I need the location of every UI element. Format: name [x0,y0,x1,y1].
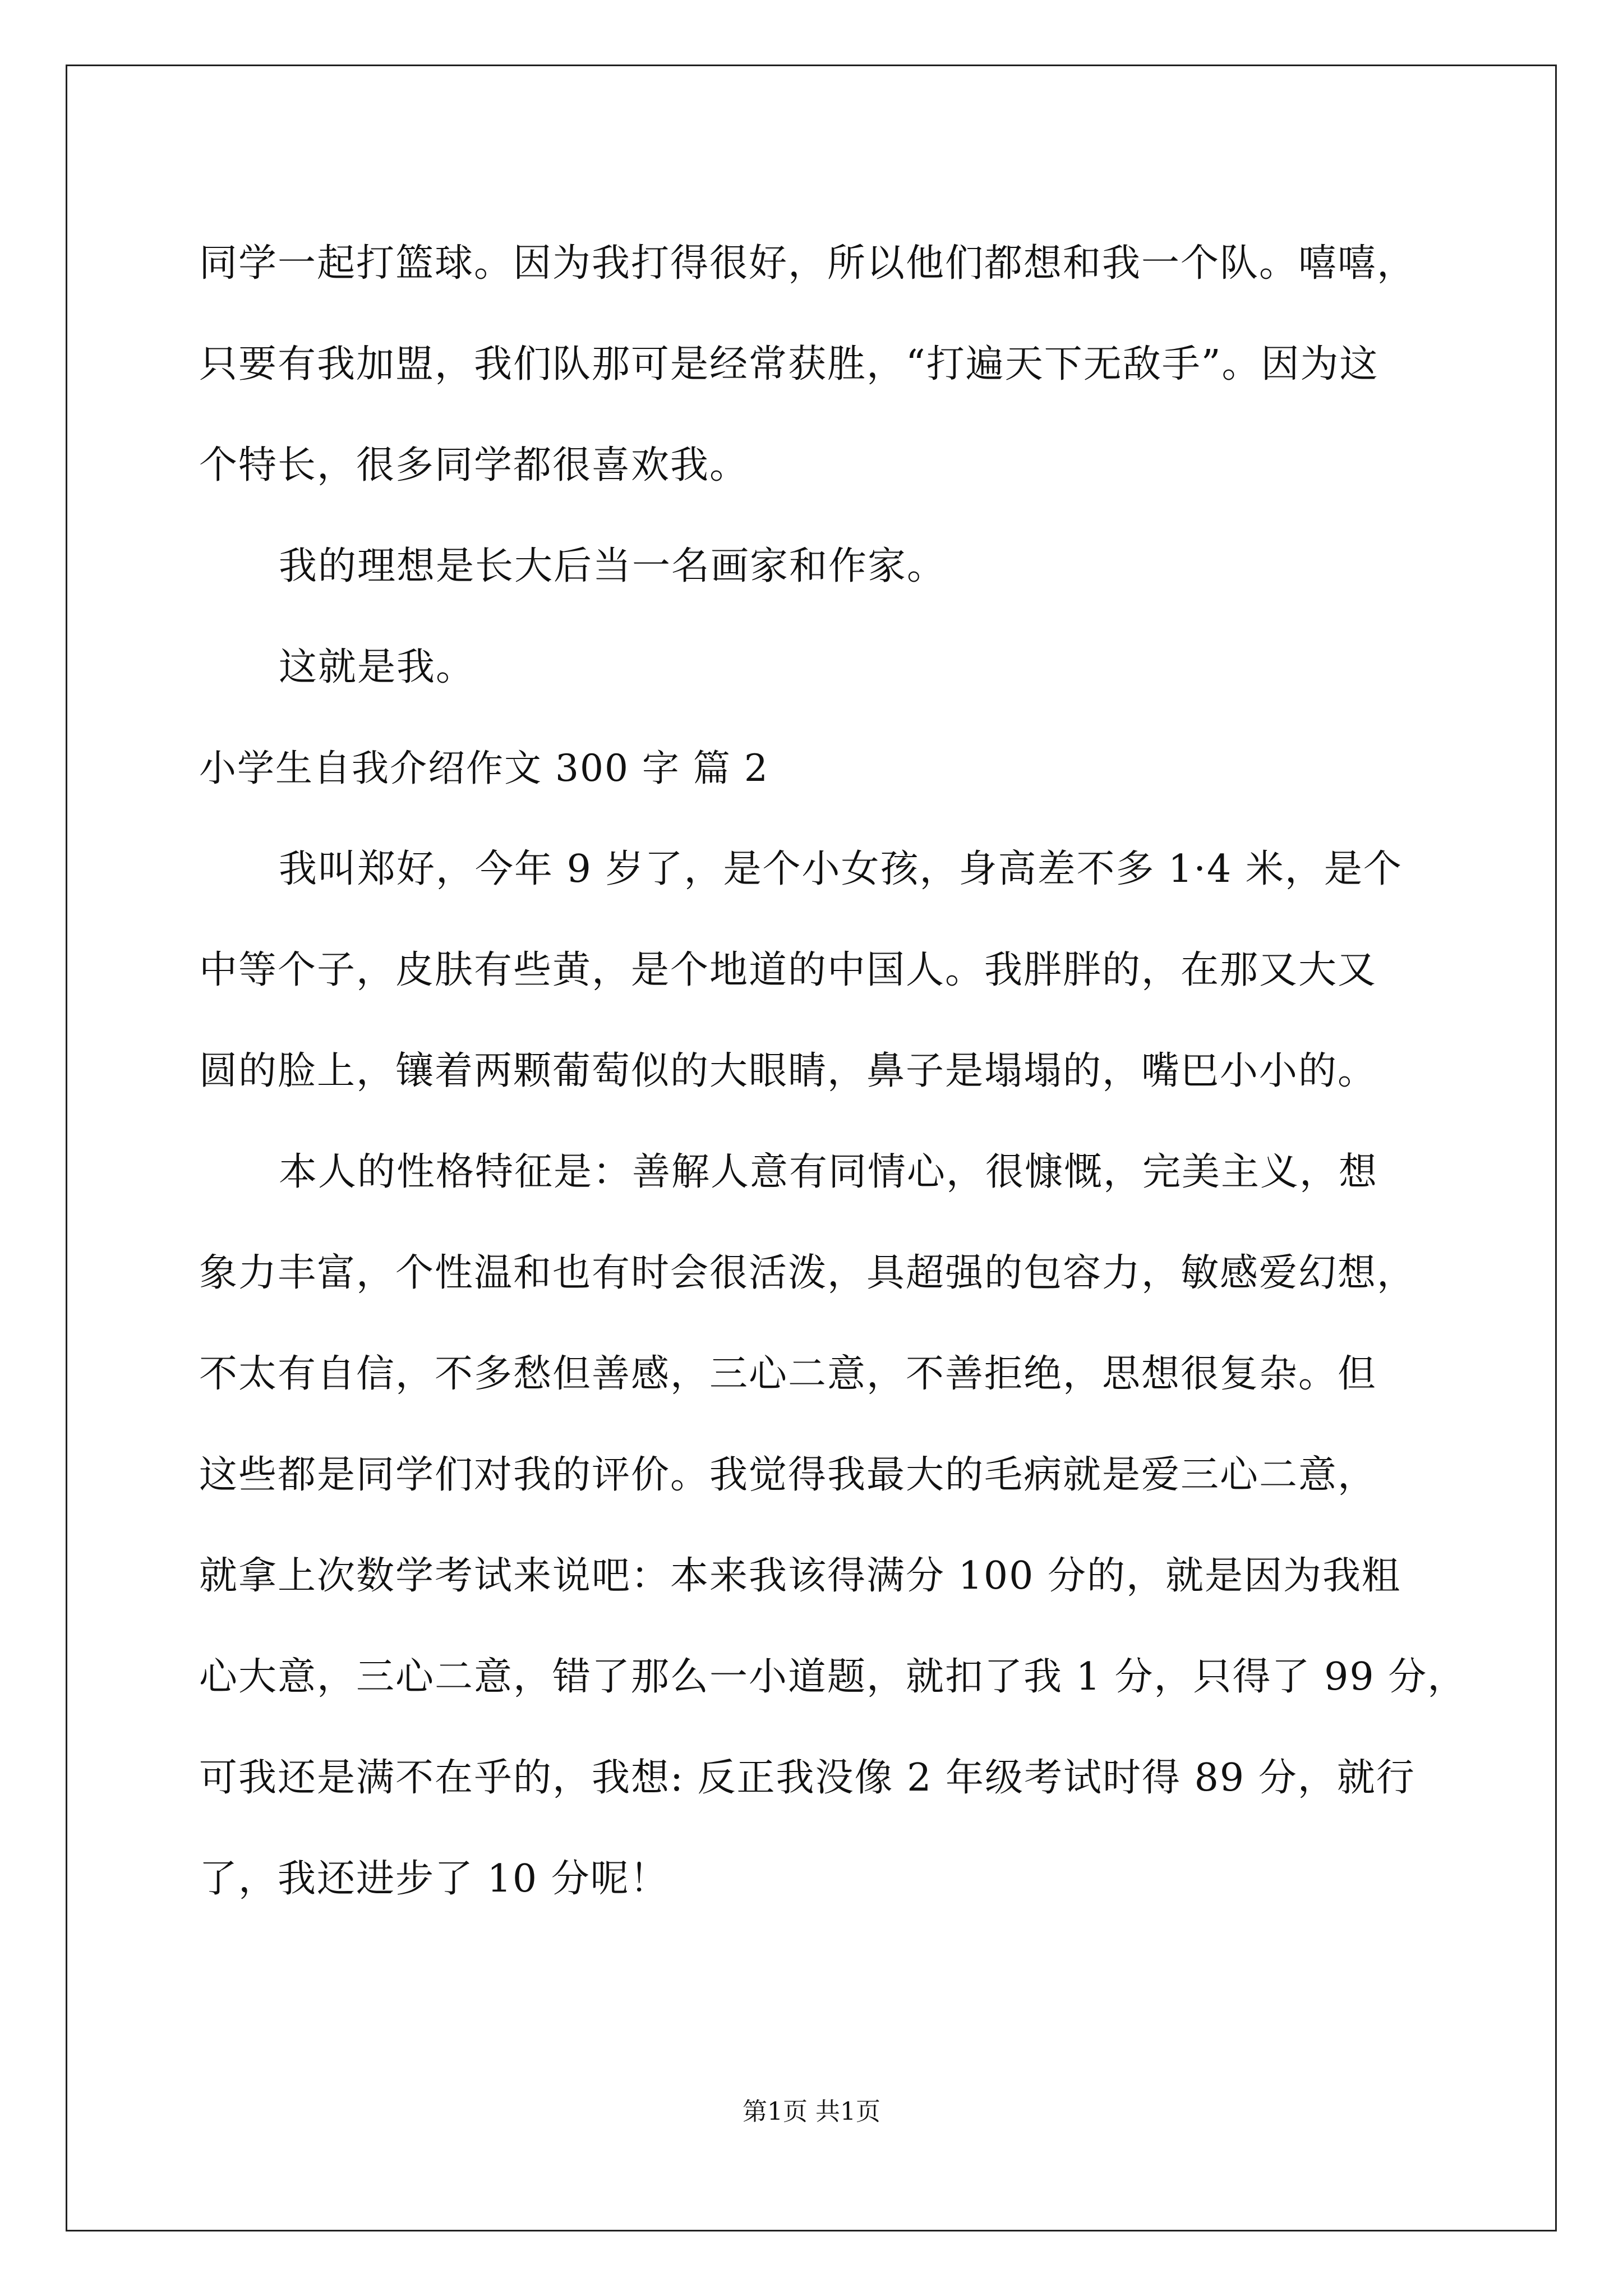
section-heading: 小学生自我介绍作文 300 字 篇 2 [199,747,769,790]
text-line: 这些都是同学们对我的评价。我觉得我最大的毛病就是爱三心二意， [199,1453,1377,1497]
text-line: 了，我还进步了 10 分呢！ [199,1857,669,1901]
text-line: 象力丰富，个性温和也有时会很活泼，具超强的包容力，敏感爱幻想， [199,1251,1417,1295]
text-line: 就拿上次数学考试来说吧：本来我该得满分 100 分的，就是因为我粗 [199,1554,1401,1598]
text-line: 不太有自信，不多愁但善感，三心二意，不善拒绝，思想很复杂。但 [199,1352,1377,1396]
text-line: 个特长，很多同学都很喜欢我。 [199,443,749,487]
text-line: 我的理想是长大后当一名画家和作家。 [279,544,947,588]
text-line: 只要有我加盟，我们队那可是经常获胜，“打遍天下无敌手”。因为这 [199,342,1379,386]
text-line: 我叫郑好，今年 9 岁了，是个小女孩，身高差不多 1·4 米，是个 [279,847,1403,891]
page-footer: 第1页 共1页 [743,2097,880,2126]
text-line: 心大意，三心二意，错了那么一小道题，就扣了我 1 分，只得了 99 分， [199,1655,1467,1699]
document-body [199,213,1467,1930]
text-line: 本人的性格特征是：善解人意有同情心，很慷慨，完美主义，想 [279,1150,1378,1194]
text-line: 可我还是满不在乎的，我想: 反正我没像 2 年级考试时得 89 分，就行 [199,1756,1415,1800]
text-line: 同学一起打篮球。因为我打得很好，所以他们都想和我一个队。嘻嘻， [199,241,1417,286]
text-line: 圆的脸上，镶着两颗葡萄似的大眼睛，鼻子是塌塌的，嘴巴小小的。 [199,1049,1377,1093]
text-line: 中等个子，皮肤有些黄，是个地道的中国人。我胖胖的，在那又大又 [199,948,1377,992]
text-line: 这就是我。 [279,645,476,689]
